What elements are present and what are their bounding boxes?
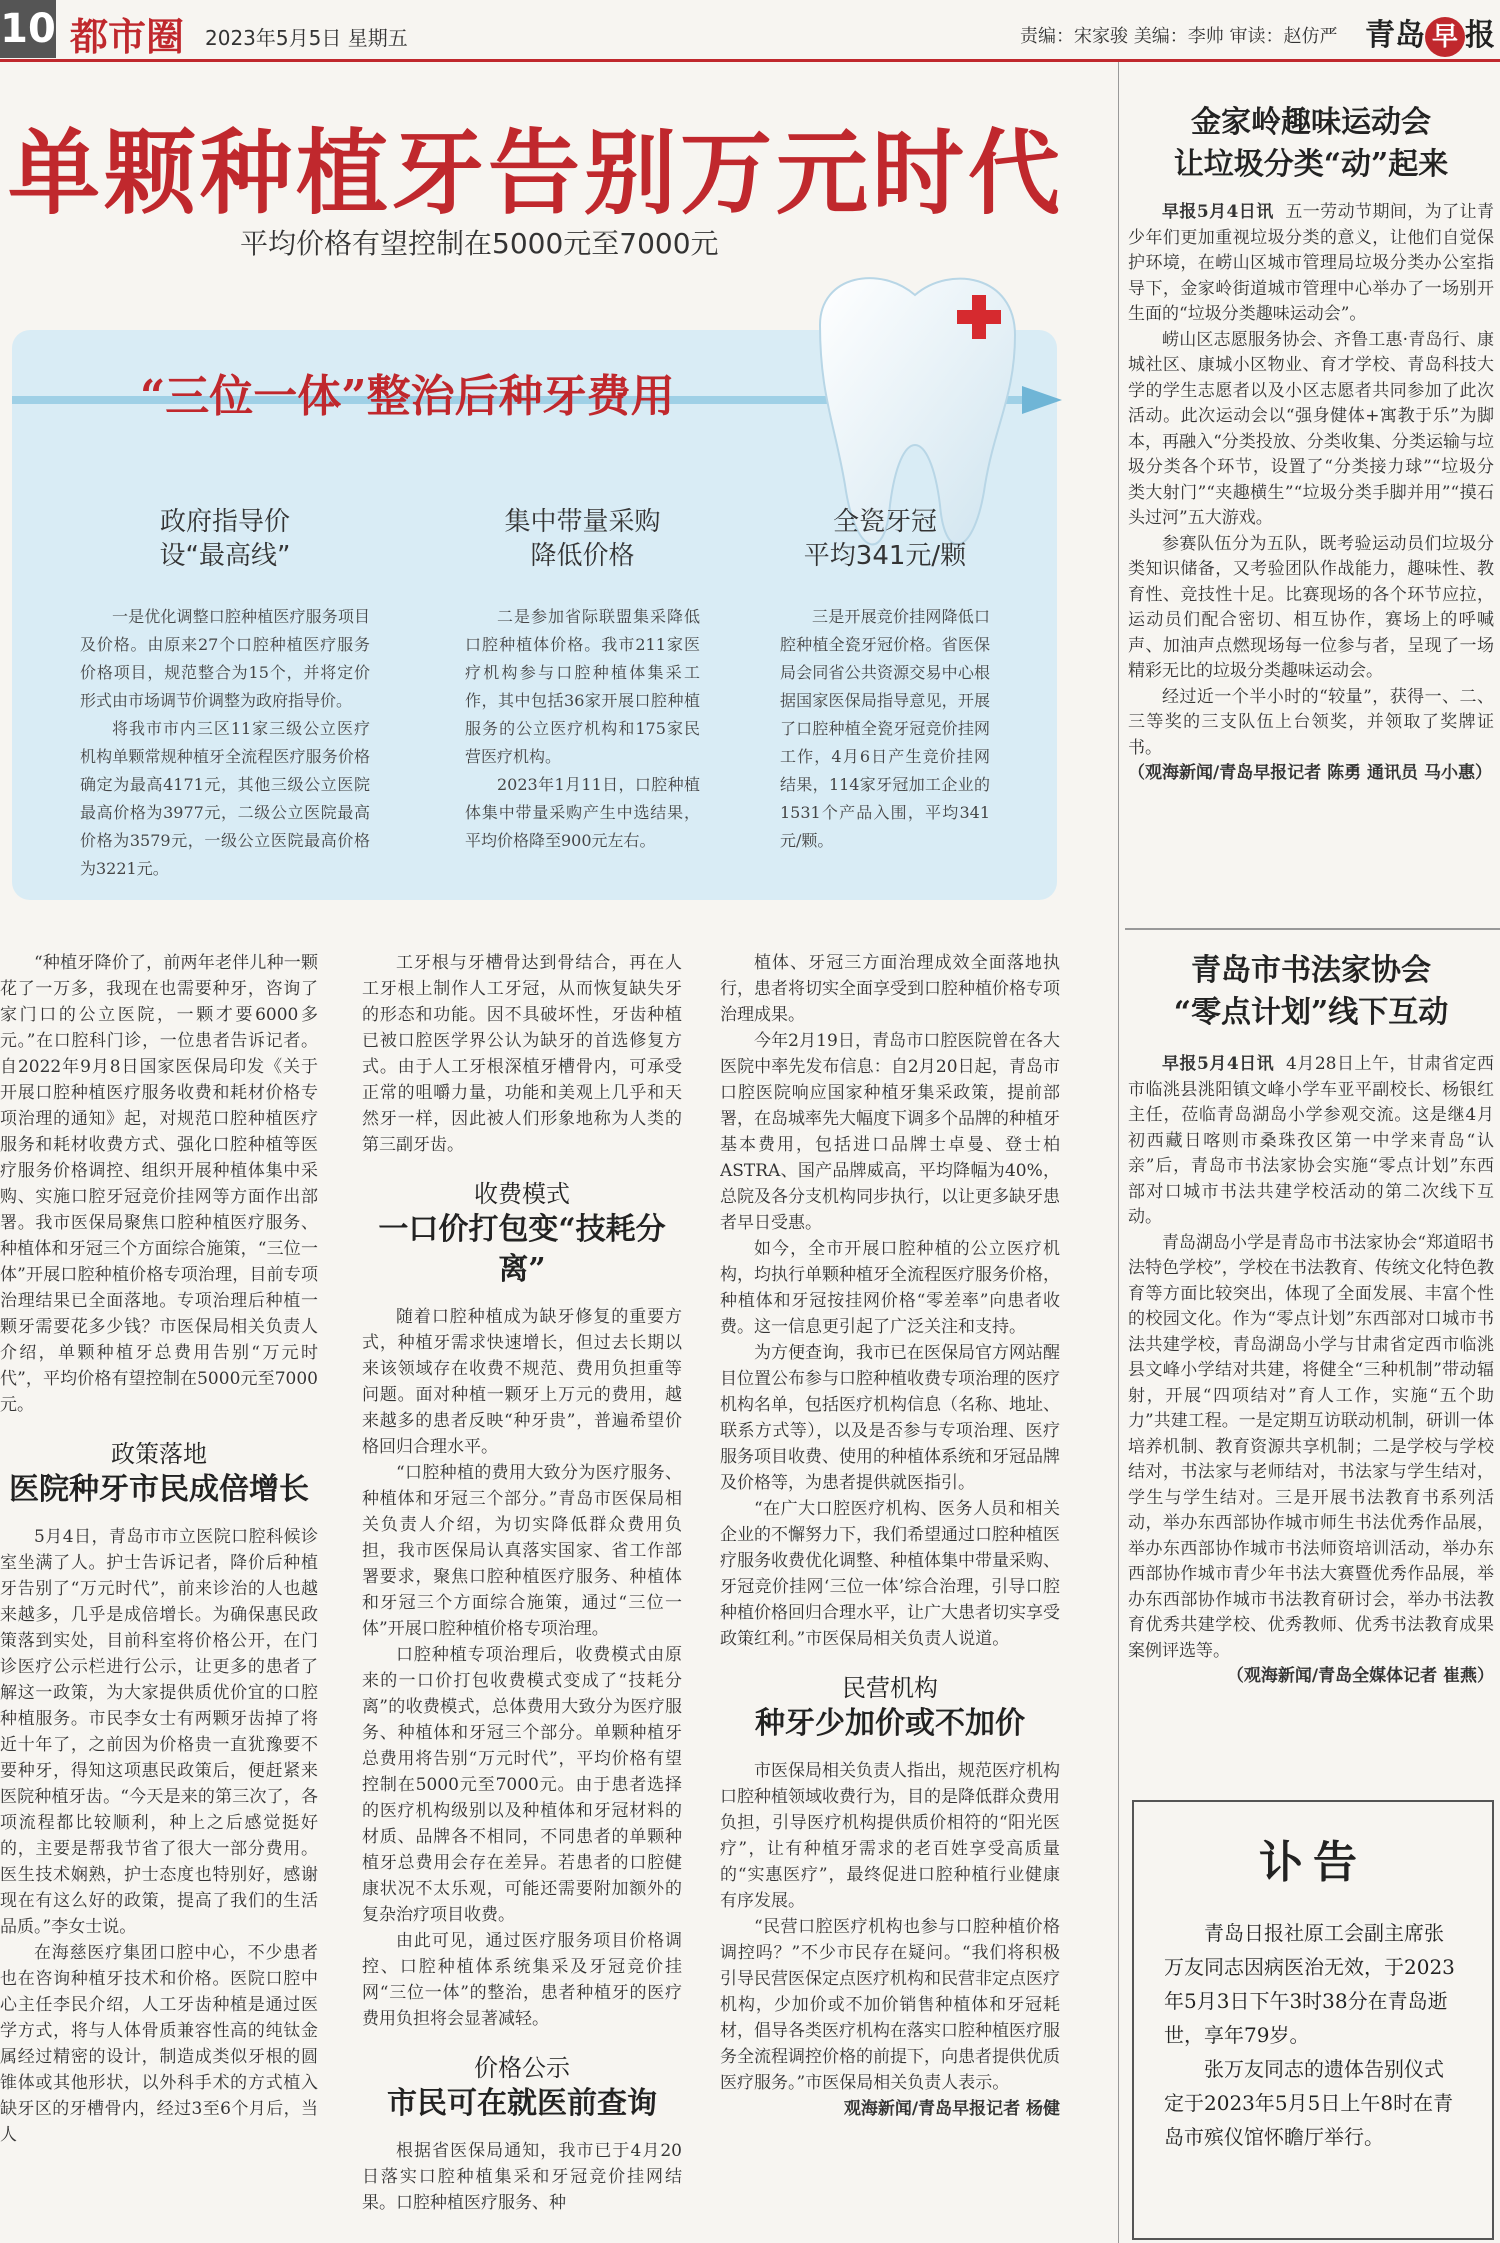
notice-body <box>1164 1916 1462 2154</box>
article-paragraph: “在广大口腔医疗机构、医务人员和相关企业的不懈努力下，我们希望通过口腔种植医疗服务收费优化调整、种植体集中带量采购、牙冠竞价挂网‘三位一体’综合治理，引导口腔种植价格回归合理水平，让广大患者切实享受政策红利。”市医保局相关负责人说道。 <box>720 1499 1060 1649</box>
column-divider <box>1118 62 1119 2243</box>
obituary-notice <box>1132 1800 1494 2240</box>
article-paragraph: 在海慈医疗集团口腔中心，不少患者也在咨询种植牙技术和价格。医院口腔中心主任李民介绍，人工牙齿种植是通过医学方式，将与人体骨质兼容性高的纯钛金属经过精密的设计，制造成类似牙根的圆锥体或其他形状，以外科手术的方式植入缺牙区的牙槽骨内，经过3至6个月后，当人 <box>0 1943 318 2145</box>
article-paragraph: 5月4日，青岛市市立医院口腔科候诊室坐满了人。护士告诉记者，降价后种植牙告别了“万元时代”，前来诊治的人也越来越多，几乎是成倍增长。为确保惠民政策落到实处，目前科室将价格公开，在门诊医疗公示栏进行公示，让更多的患者了解这一政策，为大家提供质优价宜的口腔种植服务。市民李女士有两颗牙齿掉了将近十年了，之前因为价格贵一直犹豫要不要种牙，得知这项惠民政策后，便赶紧来医院种植牙齿。“今天是来的第三次了，各项流程都比较顺利，种上之后感觉挺好的，主要是帮我节省了很大一部分费用。医生技术娴熟，护士态度也特别好，感谢现在有这么好的政策，提高了我们的生活品质。”李女士说。 <box>0 1527 318 1937</box>
notice-paragraph: 青岛日报社原工会副主席张万友同志因病医治无效，于2023年5月3日下午3时38分在青岛逝世，享年79岁。 <box>1164 1921 1455 2047</box>
section-heading: 医院种牙市民成倍增长 <box>9 1472 309 1507</box>
sidebar-story2-headline: 青岛市书法家协会 “零点计划”线下互动 <box>1173 953 1449 1030</box>
infobox-col1-text2: 将我市市内三区11家三级公立医疗机构单颗常规种植牙全流程医疗服务价格确定为最高4171元，其他三级公立医院最高价格为3977元，二级公立医院最高价格为3579元，一级公立医院最高价格为3221元。 <box>80 719 370 878</box>
logo-mark: 早 <box>1425 17 1465 57</box>
sidebar-story1-headline: 金家岭趣味运动会 让垃圾分类“动”起来 <box>1173 105 1449 182</box>
infobox-column-1 <box>80 505 370 883</box>
issue-date: 2023年5月5日 星期五 <box>205 26 408 50</box>
logo-suffix: 报 <box>1465 18 1495 53</box>
infobox-col1-text: 一是优化调整口腔种植医疗服务项目及价格。由原来27个口腔种植医疗服务价格项目，规范整合为15个，并将定价形式由市场调节价调整为政府指导价。 <box>80 607 370 710</box>
sidebar-story2-body <box>1128 1052 1494 1772</box>
sidebar-paragraph: 经过近一个半小时的“较量”，获得一、二、三等奖的三支队伍上台领奖，并领取了奖牌证书。 <box>1128 686 1494 758</box>
dateline: 早报5月4日讯 <box>1162 202 1274 222</box>
infobox-col2-text2: 2023年1月11日，口腔种植体集中带量采购产生中选结果，平均价格降至900元左右。 <box>465 775 700 850</box>
article-paragraph: “种植牙降价了，前两年老伴儿种一颗花了一万多，我现在也需要种牙，咨询了家门口的公立医院，一颗才要6000多元。”在口腔科门诊，一位患者告诉记者。自2022年9月8日国家医保局印发《关于开展口腔种植医疗服务收费和耗材价格专项治理的通知》起，对规范口腔种植医疗服务和耗材收费方式、强化口腔种植等医疗服务价格调控、组织开展种植体集中采购、实施口腔牙冠竞价挂网等方面作出部署。我市医保局聚焦口腔种植医疗服务、种植体和牙冠三个方面综合施策，“三位一体”开展口腔种植价格专项治理，目前专项治理结果已全面落地。专项治理后种植一颗牙需要花多少钱？市医保局相关负责人介绍，单颗种植牙总费用告别“万元时代”，平均价格有望控制在5000元至7000元。 <box>0 953 318 1415</box>
infobox-title: “三位一体”整治后种牙费用 <box>140 371 675 422</box>
sidebar-paragraph: 崂山区志愿服务协会、齐鲁工惠·青岛行、康城社区、康城小区物业、育才学校、青岛科技大学的学生志愿者以及小区志愿者共同参加了此次活动。此次运动会以“强身健体+寓教于乐”为脚本，再融入“分类投放、分类收集、分类运输与垃圾分类各个环节，设置了“分类接力球”“垃圾分类大射门”“夹趣横生”“垃圾分类手脚并用”“摸石头过河”五大游戏。 <box>1128 329 1494 528</box>
page-number: 10 <box>0 0 56 58</box>
infobox-col2-text: 二是参加省际联盟集采降低口腔种植体价格。我市211家医疗机构参与口腔种植体集采工作，其中包括36家开展口腔种植服务的公立医疗机构和175家民营医疗机构。 <box>465 607 700 766</box>
infobox-column-2 <box>465 505 700 855</box>
article-paragraph: 为方便查询，我市已在医保局官方网站醒目位置公布参与口腔种植收费专项治理的医疗机构名单，包括医疗机构信息（名称、地址、联系方式等），以及是否参与专项治理、医疗服务项目收费、使用的种植体系统和牙冠品牌及价格等，为患者提供就医指引。 <box>720 1343 1060 1493</box>
page-header <box>0 0 1500 62</box>
section-kicker: 收费模式 <box>474 1180 570 1208</box>
section-kicker: 民营机构 <box>842 1674 938 1702</box>
infobox-col2-title: 集中带量采购 降低价格 <box>504 507 661 571</box>
section-heading: 市民可在就医前查询 <box>387 2086 657 2121</box>
section-title: 都市圈 <box>70 15 185 59</box>
section-heading: 种牙少加价或不加价 <box>755 1706 1025 1741</box>
section-heading: 一口价打包变“技耗分离” <box>378 1212 666 1287</box>
section-kicker: 价格公示 <box>474 2054 570 2082</box>
article-paragraph: 根据省医保局通知，我市已于4月20日落实口腔种植集采和牙冠竞价挂网结果。口腔种植医疗服务、种 <box>362 2141 682 2213</box>
sidebar-story1-body <box>1128 200 1494 900</box>
sidebar-divider <box>1125 928 1500 930</box>
article-paragraph: 今年2月19日，青岛市口腔医院曾在各大医院中率先发布信息：自2月20日起，青岛市口腔医院响应国家种植牙集采政策，提前部署，在岛城率先大幅度下调多个品牌的种植牙基本费用，包括进口品牌士卓曼、登士柏ASTRA、国产品牌威高，平均降幅为40%，总院及各分支机构同步执行，以让更多缺牙患者早日受惠。 <box>720 1031 1060 1233</box>
article-paragraph: 工牙根与牙槽骨达到骨结合，再在人工牙根上制作人工牙冠，从而恢复缺失牙的形态和功能。因不具破坏性，牙齿种植已被口腔医学界公认为缺牙的首选修复方式。由于人工牙根深植牙槽骨内，可承受正常的咀嚼力量，功能和美观上几乎和天然牙一样，因此被人们形象地称为人类的第三副牙齿。 <box>362 953 682 1155</box>
sidebar-paragraph: 早报5月4日讯 4月28日上午，甘肃省定西市临洮县洮阳镇文峰小学车亚平副校长、杨银红主任，莅临青岛湖岛小学参观交流。这是继4月初西藏日喀则市桑珠孜区第一中学来青岛“认亲”后，青岛市书法家协会实施“零点计划”东西部对口城市书法共建学校活动的第二次线下互动。 <box>1128 1054 1494 1227</box>
sidebar-paragraph: 青岛湖岛小学是青岛市书法家协会“郑道昭书法特色学校”，学校在书法教育、传统文化特色教育等方面比较突出，体现了全面发展、丰富个性的校园文化。作为“零点计划”东西部对口城市书法共建学校，青岛湖岛小学与甘肃省定西市临洮县文峰小学结对共建，将健全“三种机制”带动辐射，开展“四项结对”育人工作，实施“五个助力”共建工程。一是定期互访联动机制，研训一体培养机制、教育资源共享机制；二是学校与学校结对，书法家与老师结对，书法家与学生结对，学生与学生结对。三是开展书法教育书系列活动，举办东西部协作城市师生书法优秀作品展，举办东西部协作城市书法师资培训活动，举办东西部协作城市青少年书法大赛暨优秀作品展，举办东西部协作城市书法教育研讨会，举办书法教育优秀共建学校、优秀教师、优秀书法教育成果案例评选等。 <box>1128 1232 1494 1661</box>
sidebar-paragraph: 参赛队伍分为五队，既考验运动员们垃圾分类知识储备，又考验团队作战能力，趣味性、教育性、竞技性十足。比赛现场的各个环节应拉，运动员们配合密切、相互协作，赛场上的呼喊声、加油声点燃现场每一位参与者，呈现了一场精彩无比的垃圾分类趣味运动会。 <box>1128 533 1494 681</box>
article-paragraph: 植体、牙冠三方面治理成效全面落地执行，患者将切实全面享受到口腔种植价格专项治理成果。 <box>720 953 1060 1025</box>
article-paragraph: 市医保局相关负责人指出，规范医疗机构口腔种植领域收费行为，目的是降低群众费用负担，引导医疗机构提供质价相符的“阳光医疗”，让有种植牙需求的老百姓享受高质量的“实惠医疗”，最终促进口腔种植行业健康有序发展。 <box>720 1761 1060 1911</box>
infobox-col3-title: 全瓷牙冠 平均341元/颗 <box>803 507 967 571</box>
main-subheadline: 平均价格有望控制在5000元至7000元 <box>240 227 719 260</box>
infobox-column-3 <box>780 505 990 855</box>
article-paragraph: 由此可见，通过医疗服务项目价格调控、口腔种植体系统集采及牙冠竞价挂网“三位一体”的整治，患者种植牙的医疗费用负担将会显著减轻。 <box>362 1931 682 2029</box>
logo-text: 青岛 <box>1365 18 1425 53</box>
sidebar-byline: （观海新闻/青岛早报记者 陈勇 通讯员 马小惠） <box>1128 763 1492 783</box>
editor-credits: 责编：宋家骏 美编：李帅 审读：赵仿严 <box>1020 26 1338 47</box>
infobox-col3-text: 三是开展竞价挂网降低口腔种植全瓷牙冠价格。省医保局会同省公共资源交易中心根据国家医保局指导意见，开展了口腔种植全瓷牙冠竞价挂网工作，4月6日产生竞价挂网结果，114家牙冠加工企业的1531个产品入围，平均341元/颗。 <box>780 607 990 850</box>
article-column-1 <box>0 950 318 2240</box>
article-byline: 观海新闻/青岛早报记者 杨健 <box>843 2099 1060 2119</box>
article-column-2 <box>362 950 682 2240</box>
article-paragraph: 随着口腔种植成为缺牙修复的重要方式，种植牙需求快速增长，但过去长期以来该领域存在收费不规范、费用负担重等问题。面对种植一颗牙上万元的费用，越来越多的患者反映“种牙贵”，普遍希望价格回归合理水平。 <box>362 1307 682 1457</box>
newspaper-logo <box>1365 10 1495 57</box>
notice-paragraph: 张万友同志的遗体告别仪式定于2023年5月5日上午8时在青岛市殡仪馆怀瞻厅举行。 <box>1164 2057 1454 2149</box>
article-paragraph: 口腔种植专项治理后，收费模式由原来的一口价打包收费模式变成了“技耗分离”的收费模式，总体费用大致分为医疗服务、种植体和牙冠三个部分。单颗种植牙总费用将告别“万元时代”，平均价格有望控制在5000元至7000元。由于患者选择的医疗机构级别以及种植体和牙冠材料的材质、品牌各不相同，不同患者的单颗种植牙总费用会存在差异。若患者的口腔健康状况不太乐观，可能还需要附加额外的复杂治疗项目收费。 <box>362 1645 682 1925</box>
article-column-3 <box>720 950 1060 2240</box>
sidebar-paragraph: 早报5月4日讯 五一劳动节期间，为了让青少年们更加重视垃圾分类的意义，让他们自觉保护环境，在崂山区城市管理局垃圾分类办公室指导下，金家岭街道城市管理中心举办了一场别开生面的“垃圾分类趣味运动会”。 <box>1128 202 1494 324</box>
article-paragraph: “口腔种植的费用大致分为医疗服务、种植体和牙冠三个部分。”青岛市医保局相关负责人介绍，为切实降低群众费用负担，我市医保局认真落实国家、省工作部署要求，聚焦口腔种植医疗服务、种植体和牙冠三个方面综合施策，通过“三位一体”开展口腔种植价格专项治理。 <box>362 1463 682 1639</box>
section-kicker: 政策落地 <box>111 1440 207 1468</box>
sidebar-byline: （观海新闻/青岛全媒体记者 崔燕） <box>1226 1666 1494 1686</box>
infobox-col1-title: 政府指导价 设“最高线” <box>159 507 291 571</box>
article-paragraph: “民营口腔医疗机构也参与口腔种植价格调控吗？”不少市民存在疑问。“我们将积极引导民营医保定点医疗机构和民营非定点医疗机构，少加价或不加价销售种植体和牙冠耗材，倡导各类医疗机构在落实口腔种植医疗服务全流程调控价格的前提下，向患者提供优质医疗服务。”市医保局相关负责人表示。 <box>720 1917 1060 2093</box>
main-headline: 单颗种植牙告别万元时代 <box>8 119 1065 227</box>
dateline: 早报5月4日讯 <box>1162 1054 1275 1074</box>
notice-title: 讣告 <box>1259 1837 1367 1888</box>
article-paragraph: 如今，全市开展口腔种植的公立医疗机构，均执行单颗种植牙全流程医疗服务价格，种植体和牙冠按挂网价格“零差率”向患者收费。这一信息更引起了广泛关注和支持。 <box>720 1239 1060 1337</box>
